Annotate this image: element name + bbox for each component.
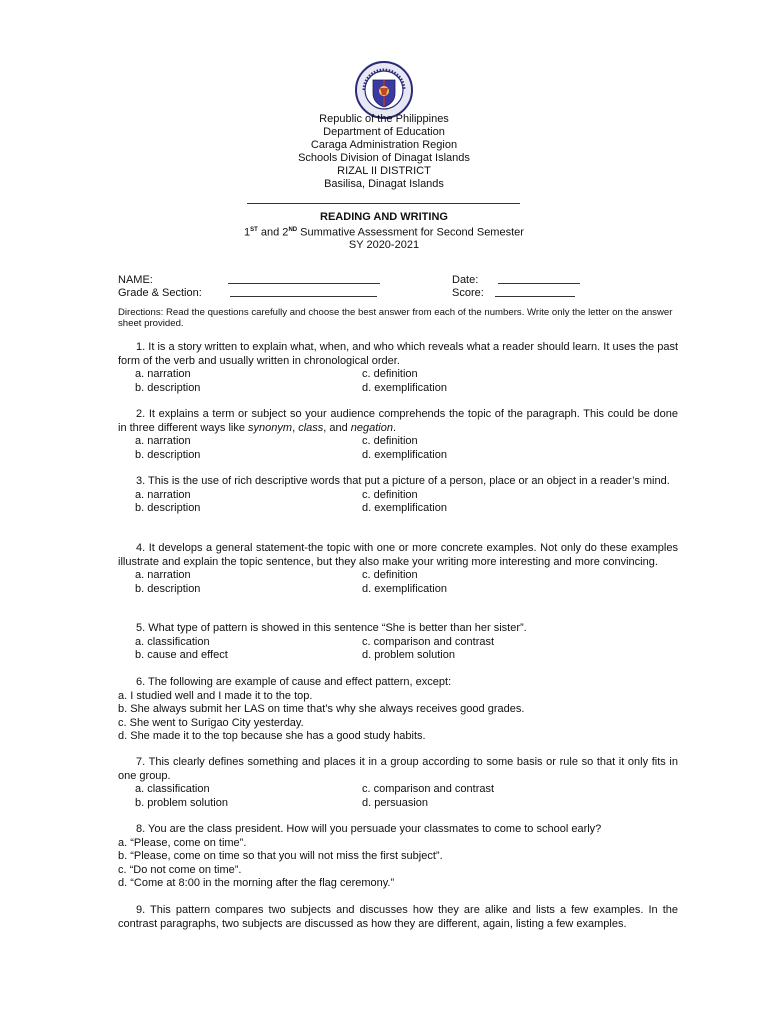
option-d[interactable]: d. exemplification xyxy=(362,448,447,461)
deped-seal-logo xyxy=(354,60,414,120)
answer-list xyxy=(118,837,678,891)
header-line: Republic of the Philippines xyxy=(319,113,449,125)
option-a[interactable]: a. narration xyxy=(135,488,191,501)
option-a[interactable]: a. narration xyxy=(135,368,191,380)
name-field[interactable] xyxy=(228,283,380,284)
option-c[interactable]: c. definition xyxy=(362,435,418,447)
header-line: Department of Education xyxy=(323,125,445,138)
header-line: Caraga Administration Region xyxy=(310,138,458,151)
header-divider xyxy=(247,203,520,204)
option-a[interactable]: a. classification xyxy=(135,635,210,648)
option-b[interactable]: b. description xyxy=(135,502,201,514)
option-a[interactable]: a. “Please, come on time”. xyxy=(118,836,247,849)
option-b[interactable]: b. “Please, come on time so that you will not miss the first subject”. xyxy=(118,850,443,862)
date-label: Date: xyxy=(452,274,479,286)
answer-options xyxy=(118,368,678,395)
option-a[interactable]: a. classification xyxy=(135,783,210,795)
grade-section-label: Grade & Section: xyxy=(118,287,202,299)
question-6 xyxy=(118,676,678,744)
question-stem: 4. It develops a general statement-the topic with one or more concrete examples. Not only do these examples illustrate and explain the topic sentence, but they also make your writing more interesting and more convincing. xyxy=(118,542,678,568)
directions: Directions: Read the questions carefully and choose the best answer from each of the numbers. Write only the letter on the answer sheet provided. xyxy=(118,307,673,329)
option-d[interactable]: d. She made it to the top because she has a good study habits. xyxy=(118,730,426,742)
assessment-title: 1ST and 2ND Summative Assessment for Second Semester xyxy=(244,226,524,239)
option-d[interactable]: d. exemplification xyxy=(362,582,447,595)
option-a[interactable]: a. narration xyxy=(135,435,191,447)
header-block xyxy=(0,113,768,190)
name-label: NAME: xyxy=(118,274,153,286)
option-b[interactable]: b. problem solution xyxy=(135,796,228,809)
score-field[interactable] xyxy=(495,296,575,297)
answer-options xyxy=(118,489,678,516)
title-block xyxy=(0,211,768,251)
question-3 xyxy=(118,475,678,516)
option-b[interactable]: b. description xyxy=(135,381,201,394)
question-5 xyxy=(118,622,678,663)
option-c[interactable]: c. definition xyxy=(362,569,418,581)
option-b[interactable]: b. description xyxy=(135,582,201,595)
option-c[interactable]: c. definition xyxy=(362,368,418,380)
option-b[interactable]: b. description xyxy=(135,448,201,461)
option-b[interactable]: b. She always submit her LAS on time that’s why she always receives good grades. xyxy=(118,703,525,715)
header-line: Schools Division of Dinagat Islands xyxy=(298,151,470,164)
answer-options xyxy=(118,783,678,810)
question-8 xyxy=(118,823,678,891)
question-stem: 5. What type of pattern is showed in this sentence “She is better than her sister”. xyxy=(136,622,527,634)
answer-options xyxy=(118,636,678,663)
option-d[interactable]: d. exemplification xyxy=(362,502,447,514)
question-2 xyxy=(118,408,678,462)
header-line: RIZAL II DISTRICT xyxy=(337,164,431,177)
option-a[interactable]: a. narration xyxy=(135,569,191,581)
subject-title: READING AND WRITING xyxy=(320,211,448,223)
question-stem: 3. This is the use of rich descriptive words that put a picture of a person, place or an object in a reader’s mind. xyxy=(136,475,670,487)
question-stem: 1. It is a story written to explain what, when, and who which reveals what a reader should learn. It uses the past form of the verb and usually written in chronological order. xyxy=(118,341,678,367)
option-d[interactable]: d. problem solution xyxy=(362,649,455,661)
option-a[interactable]: a. I studied well and I made it to the top. xyxy=(118,689,313,702)
option-c[interactable]: c. She went to Surigao City yesterday. xyxy=(118,716,304,729)
score-label: Score: xyxy=(452,287,484,299)
school-year: SY 2020-2021 xyxy=(348,238,420,251)
question-stem: 8. You are the class president. How will you persuade your classmates to come to school early? xyxy=(136,823,602,835)
option-b[interactable]: b. cause and effect xyxy=(135,649,228,661)
question-stem: 7. This clearly defines something and places it in a group according to some basis or rule so that it only fits in one group. xyxy=(118,756,678,782)
option-d[interactable]: d. persuasion xyxy=(362,796,429,809)
question-stem: 6. The following are example of cause and effect pattern, except: xyxy=(136,676,452,688)
question-7 xyxy=(118,756,678,810)
option-c[interactable]: c. comparison and contrast xyxy=(362,783,495,795)
question-stem: 2. It explains a term or subject so your audience comprehends the topic of the paragraph. This could be done in three different ways like synonym, class, and negation. xyxy=(118,408,678,434)
header-line: Basilisa, Dinagat Islands xyxy=(324,177,444,190)
answer-options xyxy=(118,569,678,596)
option-c[interactable]: c. definition xyxy=(362,488,418,501)
option-d[interactable]: d. “Come at 8:00 in the morning after the flag ceremony.” xyxy=(118,877,395,889)
answer-options xyxy=(118,435,678,462)
option-d[interactable]: d. exemplification xyxy=(362,381,447,394)
date-field[interactable] xyxy=(498,283,580,284)
option-c[interactable]: c. “Do not come on time”. xyxy=(118,863,242,876)
answer-list xyxy=(118,690,678,744)
question-1 xyxy=(118,341,678,395)
question-4 xyxy=(118,542,678,596)
question-stem: 9. This pattern compares two subjects and discusses how they are alike and lists a few examples. In the contrast paragraphs, two subjects are discussed as how they are different, again, listing a few examples. xyxy=(118,904,678,930)
grade-section-field[interactable] xyxy=(230,296,377,297)
question-9 xyxy=(118,904,678,931)
option-c[interactable]: c. comparison and contrast xyxy=(362,635,495,648)
